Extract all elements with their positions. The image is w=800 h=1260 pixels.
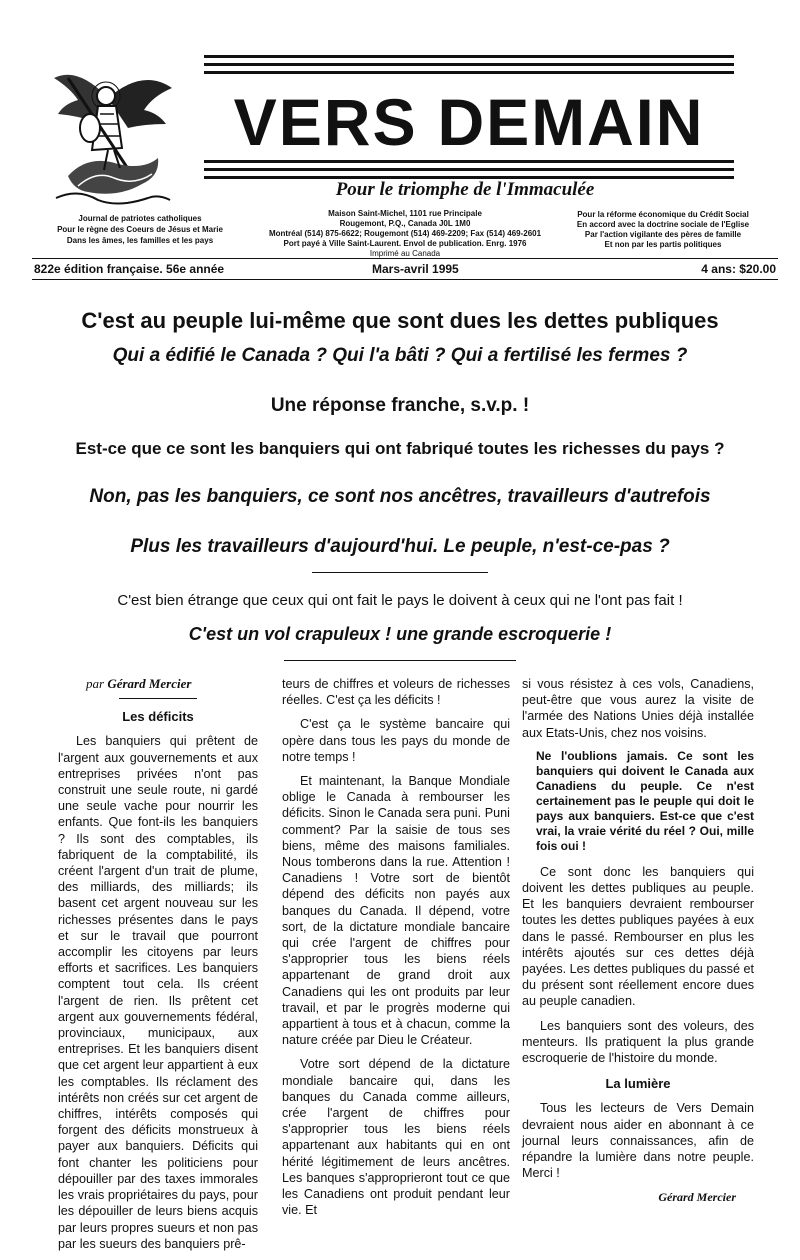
left-info-line: Dans les âmes, les familles et les pays (66, 236, 214, 245)
address-line: Maison Saint-Michel, 1101 rue Principale (328, 209, 482, 218)
author-name: Gérard Mercier (107, 676, 192, 691)
byline-prefix: par (86, 676, 105, 691)
headline-answer: Non, pas les banquiers, ce sont nos ancêtres, travailleurs d'autrefois (89, 486, 711, 507)
paragraph: Votre sort dépend de la dictature mondiale bancaire qui, dans les banques du Canada comme ailleurs, crée l'argent de chiffres pour s'approprier tous les biens réels appartenant aux habitants qui en ont hérité légitimement de leurs ancêtres. Les banques s'approprieront tout ce que les Canadiens ont produit pendant leur vie. Et (282, 1057, 510, 1218)
address-line: Montréal (514) 875-6622; Rougemont (514) 469-2209; Fax (514) 469-2601 (268, 229, 542, 238)
signature: Gérard Mercier (658, 1190, 736, 1205)
byline-rule (119, 698, 197, 699)
headline-strange: C'est bien étrange que ceux qui ont fait le pays le doivent à ceux qui ne l'ont pas fait ! (117, 592, 683, 609)
issue-date: Mars-avril 1995 (372, 262, 459, 276)
highlighted-paragraph: Ne l'oublions jamais. Ce sont les banquiers qui doivent le Canada aux Canadiens du peuple. Ce n'est certainement pas le peuple qui doit le pays aux banquiers. Est-ce que c'est vrai, la vraie vérité du réel ? Oui, mille fois oui ! (536, 748, 754, 853)
paragraph: Ce sont donc les banquiers qui doivent les dettes publiques au peuple. Et les banquiers devraient rembourser toutes les dettes publiques payées à eux dans le passé. Rembourser en plus les intérêts ajoutés sur ces dettes déjà payées. Les dettes publiques du passé et du présent sont réellement encore dues au peuple canadien. (522, 864, 754, 1009)
saint-michael-logo (48, 58, 176, 208)
address-block (240, 209, 570, 259)
paragraph: si vous résistez à ces vols, Canadiens, peut-être que vous aurez la visite de l'armée des Nations Unies déjà installée aux Etats-Unis, chez nos voisins. (522, 677, 754, 740)
address-line: Rougemont, P.Q., Canada J0L 1M0 (339, 219, 471, 228)
headline-separator (284, 660, 516, 661)
paragraph: Les banquiers qui prêtent de l'argent aux gouvernements et aux entreprises privées n'ont pas construit une seule route, ni gardé une seule vache pour nourrir les enfants. Que font-ils les banquiers ? Ils sont des comptables, ils fabriquent de la comptabilité, ils créent l'argent d'un trait de plume, des milliards, des milliards; ils basent cet argent nouveau sur les richesses présentes dans le pays et sur le travail que pourront accomplir les citoyens par leurs efforts et sacrifices. Les banquiers comptent tout cela. Ils créent l'argent de rien. Ils prêtent cet argent aux gouvernements fédéral, provinciaux, municipaux, aux entreprises. Et les banquiers disent que cet argent leur appartient à eux les comptables. Ils réclament des intérêts non créés sur cet argent de chiffres, intérêts composés qui forgent des déficits monstrueux à payer aux banquiers. Déficits qui font chanter les politiciens pour dépouiller par des taxes immorales les vrais propriétaires du pays, pour les dépouiller de leurs biens acquis par leurs propres sueurs et non pas par les sueurs des banquiers prê- (58, 734, 258, 1251)
subscription-price: 4 ans: $20.00 (701, 262, 776, 276)
left-info-line: Journal de patriotes catholiques (78, 214, 202, 223)
title-top-rules (204, 55, 734, 79)
section-title: Les déficits (122, 709, 194, 725)
edition-bar (32, 258, 778, 280)
paragraph: Tous les lecteurs de Vers Demain devraient nous aider en abonnant à ce journal leurs connaissances, afin de répandre la lumière dans notre peuple. Merci ! (522, 1101, 754, 1181)
headline-question: Qui a édifié le Canada ? Qui l'a bâti ? Qui a fertilisé les fermes ? (112, 345, 688, 366)
edition-number: 822e édition française. 56e année (34, 262, 225, 276)
paragraph: C'est ça le système bancaire qui opère dans tous les pays du monde de notre temps ! (282, 717, 510, 764)
headline-question-bankers: Est-ce que ce sont les banquiers qui ont fabriqué toutes les richesses du pays ? (75, 439, 725, 458)
left-info-block (40, 213, 240, 246)
byline (86, 676, 258, 692)
right-info-line: Pour la réforme économique du Crédit Social (577, 210, 749, 219)
address-line: Imprimé au Canada (369, 249, 441, 258)
headline-workers: Plus les travailleurs d'aujourd'hui. Le peuple, n'est-ce-pas ? (130, 536, 670, 557)
paragraph: Et maintenant, la Banque Mondiale oblige le Canada à rembourser les déficits. Sinon le Canada sera puni. Puni comment? Par la saisie de tous ses biens, même des maisons familiales. Nous tomberons dans la rue. Attention ! Canadiens ! Votre sort de bientôt dépend des déficits non payés aux banques du Canada. Il dépend, votre sort, de la dictature mondiale bancaire qui crée l'argent de chiffres pour s'approprier tous les biens réels appartenant de grand droit aux Canadiens qui les ont produits par leur travail, et par le progrès moderne qui appartient à tous et à chacun, comme la nature créée par Dieu le Créateur. (282, 774, 510, 1048)
article-column-1 (58, 676, 258, 1260)
paragraph: Les banquiers sont des voleurs, des menteurs. Ils pratiquent la plus grande escroquerie de l'histoire du monde. (522, 1018, 754, 1066)
newspaper-title: VERS DEMAIN (233, 85, 705, 159)
headline-separator (312, 572, 488, 573)
left-info-line: Pour le règne des Coeurs de Jésus et Marie (57, 225, 223, 234)
section-title: La lumière (605, 1076, 671, 1092)
right-info-line: Par l'action vigilante des pères de famille (584, 230, 742, 239)
headline-theft: C'est un vol crapuleux ! une grande escroquerie ! (188, 624, 612, 644)
paragraph: teurs de chiffres et voleurs de richesses réelles. C'est ça les déficits ! (282, 677, 510, 708)
right-info-block (548, 210, 778, 250)
tagline: Pour le triomphe de l'Immaculée (335, 179, 595, 200)
right-info-line: Et non par les partis politiques (604, 240, 722, 249)
headline-request: Une réponse franche, s.v.p. ! (270, 395, 530, 416)
main-headline: C'est au peuple lui-même que sont dues les dettes publiques (81, 308, 719, 333)
article-column-3 (522, 676, 754, 1206)
address-line: Port payé à Ville Saint-Laurent. Envol de publication. Enrg. 1976 (283, 239, 527, 248)
right-info-line: En accord avec la doctrine sociale de l'Eglise (576, 220, 750, 229)
article-column-2 (282, 676, 510, 1227)
